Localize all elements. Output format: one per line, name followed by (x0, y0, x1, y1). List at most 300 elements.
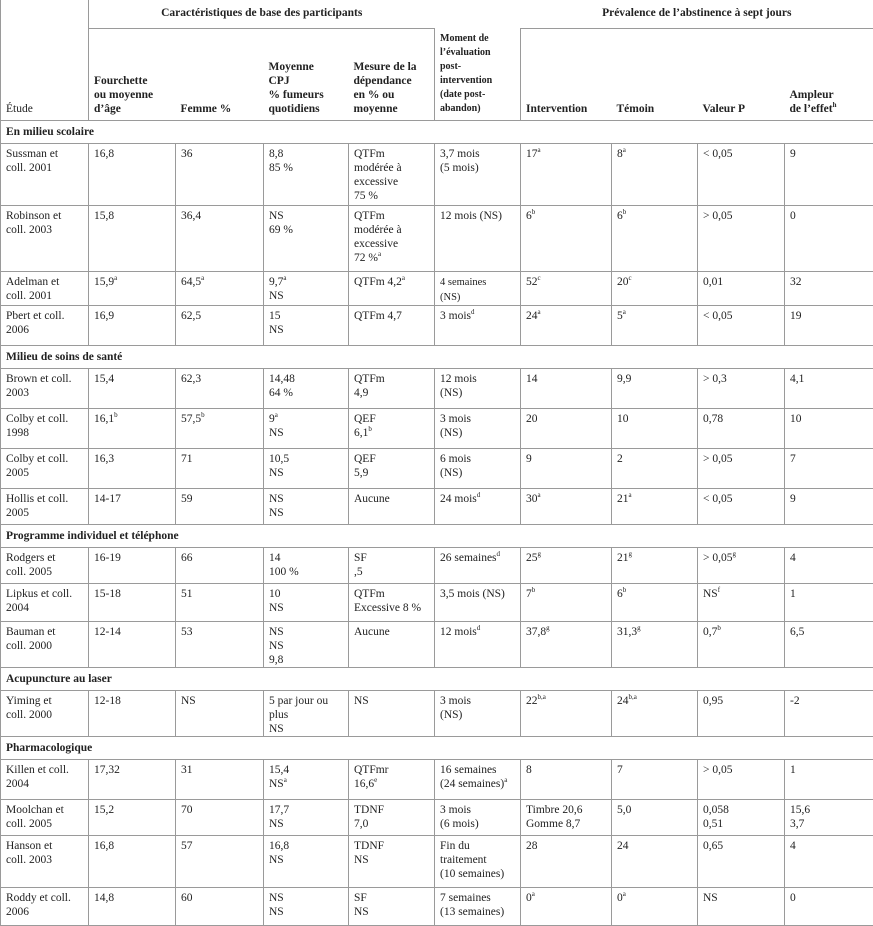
timing-text: 4 semaines (NS) (440, 277, 486, 303)
age-text: 15,4 (94, 373, 114, 385)
age-cell (89, 488, 176, 524)
effect-cell (785, 887, 873, 925)
age-text: 16,8 (94, 148, 114, 160)
female-cell (176, 621, 264, 667)
age-cell (89, 448, 176, 488)
cpj-text: 8,8 85 % (269, 148, 293, 174)
intervention-text: 0 (526, 892, 532, 904)
section-row (1, 345, 873, 368)
pvalue-cell (698, 368, 785, 408)
control-footnote: a (623, 308, 626, 316)
dependence-text: Aucune (354, 493, 390, 505)
section-row (1, 667, 873, 690)
dependence-cell (349, 621, 435, 667)
intervention-cell (521, 621, 612, 667)
cpj-text-2: NS (269, 778, 284, 790)
control-text: 21 (617, 552, 629, 564)
table-row (1, 887, 873, 925)
timing-text: 3 mois (NS) (440, 695, 471, 721)
age-footnote: a (114, 274, 117, 282)
study-cell (1, 583, 89, 621)
intervention-text: 28 (526, 840, 538, 852)
effect-cell (785, 621, 873, 667)
age-text: 14-17 (94, 493, 121, 505)
section-row (1, 524, 873, 547)
study-cell (1, 205, 89, 271)
cpj-cell (264, 143, 349, 205)
intervention-cell (521, 583, 612, 621)
age-cell (89, 408, 176, 448)
table-row (1, 448, 873, 488)
effect-text: 19 (790, 310, 802, 322)
dependence-text: QTFm 4,2 (354, 276, 402, 288)
study-cell (1, 143, 89, 205)
table-row (1, 408, 873, 448)
control-text: 5,0 (617, 804, 631, 816)
effect-text: 0 (790, 210, 796, 222)
timing-footnote: d (477, 491, 481, 499)
female-cell (176, 143, 264, 205)
pvalue-cell (698, 547, 785, 583)
timing-text: 12 mois (NS) (440, 210, 502, 222)
timing-footnote: d (477, 624, 481, 632)
control-footnote: g (637, 624, 641, 632)
control-text: 31,3 (617, 626, 637, 638)
female-text: 51 (181, 588, 193, 600)
pvalue-cell (698, 408, 785, 448)
cpj-cell (264, 488, 349, 524)
cpj-cell (264, 368, 349, 408)
cpj-text: 9,7 (269, 276, 283, 288)
pvalue-text: < 0,05 (703, 310, 733, 322)
dependence-footnote: a (402, 274, 405, 282)
female-cell (176, 368, 264, 408)
dependence-footnote: a (378, 250, 381, 258)
pvalue-text: < 0,05 (703, 493, 733, 505)
timing-cell (435, 448, 521, 488)
effect-cell (785, 143, 873, 205)
pvalue-text: > 0,05 (703, 552, 733, 564)
dependence-text: NS (354, 695, 369, 707)
dependence-cell (349, 835, 435, 887)
cpj-cell (264, 305, 349, 345)
study-cell (1, 887, 89, 925)
female-cell (176, 835, 264, 887)
female-cell (176, 583, 264, 621)
female-cell (176, 759, 264, 799)
intervention-footnote: a (532, 890, 535, 898)
control-cell (612, 143, 698, 205)
control-cell (612, 305, 698, 345)
control-text: 8 (617, 148, 623, 160)
dependence-cell (349, 583, 435, 621)
pvalue-cell (698, 690, 785, 736)
table-row (1, 368, 873, 408)
timing-cell (435, 835, 521, 887)
age-text: 16-19 (94, 552, 121, 564)
timing-cell (435, 547, 521, 583)
dependence-text: QEF 5,9 (354, 453, 376, 479)
col-pvalue-header: Valeur P (698, 29, 785, 121)
intervention-text: 7 (526, 588, 532, 600)
cpj-cell (264, 690, 349, 736)
table-body (1, 120, 873, 925)
dependence-cell (349, 205, 435, 271)
female-text: 57,5 (181, 413, 201, 425)
intervention-text: 14 (526, 373, 538, 385)
timing-text: 24 mois (440, 493, 477, 505)
study-text: Moolchan et coll. 2005 (6, 804, 64, 830)
cpj-text: 10,5 NS (269, 453, 289, 479)
control-cell (612, 887, 698, 925)
intervention-text: 37,8 (526, 626, 546, 638)
intervention-footnote: a (538, 491, 541, 499)
timing-cell (435, 621, 521, 667)
intervention-footnote: g (546, 624, 550, 632)
age-text: 12-18 (94, 695, 121, 707)
effect-text: -2 (790, 695, 800, 707)
header-group-row (1, 0, 873, 29)
effect-cell (785, 547, 873, 583)
intervention-text: 9 (526, 453, 532, 465)
female-text: 62,3 (181, 373, 201, 385)
effect-text: 10 (790, 413, 802, 425)
cpj-text: 14 100 % (269, 552, 299, 578)
control-text: 24 (617, 695, 629, 707)
col-intervention-header: Intervention (521, 29, 612, 121)
dependence-text: QTFm modérée à excessive 75 % (354, 148, 402, 202)
dependence-cell (349, 271, 435, 305)
control-cell (612, 621, 698, 667)
timing-cell (435, 488, 521, 524)
study-text: Roddy et coll. 2006 (6, 892, 71, 918)
effect-cell (785, 408, 873, 448)
study-text: Colby et coll. 1998 (6, 413, 68, 439)
section-title: Acupuncture au laser (1, 667, 873, 690)
age-text: 16,1 (94, 413, 114, 425)
effect-text: 9 (790, 493, 796, 505)
cpj-cell (264, 621, 349, 667)
control-text: 20 (617, 276, 629, 288)
cpj-text: 14,48 64 % (269, 373, 295, 399)
effect-text: 1 (790, 764, 796, 776)
control-text: 7 (617, 764, 623, 776)
intervention-text: 6 (526, 210, 532, 222)
section-row (1, 736, 873, 759)
pvalue-text: NS (703, 892, 718, 904)
female-cell (176, 488, 264, 524)
control-cell (612, 408, 698, 448)
effect-text: 15,6 3,7 (790, 804, 810, 830)
timing-cell (435, 205, 521, 271)
dependence-text-2: 16,6 (354, 778, 374, 790)
age-cell (89, 799, 176, 835)
table-row (1, 143, 873, 205)
intervention-text: 25 (526, 552, 538, 564)
pvalue-text: > 0,3 (703, 373, 727, 385)
cpj-cell (264, 583, 349, 621)
control-footnote: a (623, 890, 626, 898)
dependence-cell (349, 547, 435, 583)
intervention-text: Timbre 20,6 Gomme 8,7 (526, 804, 582, 830)
group-baseline-header: Caractéristiques de base des participants (89, 0, 435, 29)
pvalue-text: 0,058 0,51 (703, 804, 729, 830)
dependence-cell (349, 448, 435, 488)
study-cell (1, 305, 89, 345)
cpj-cell (264, 759, 349, 799)
intervention-cell (521, 408, 612, 448)
dependence-text: QTFmr (354, 764, 389, 776)
intervention-text: 22 (526, 695, 538, 707)
age-text: 17,32 (94, 764, 120, 776)
timing-text: 3 mois (440, 310, 471, 322)
dependence-text: QTFm Excessive 8 % (354, 588, 421, 614)
effect-text: 4 (790, 552, 796, 564)
study-text: Brown et coll. 2003 (6, 373, 71, 399)
effect-cell (785, 448, 873, 488)
age-cell (89, 547, 176, 583)
cpj-text: 10 NS (269, 588, 284, 614)
effect-cell (785, 271, 873, 305)
age-cell (89, 271, 176, 305)
dependence-cell (349, 799, 435, 835)
female-cell (176, 205, 264, 271)
study-text: Sussman et coll. 2001 (6, 148, 58, 174)
control-text: 10 (617, 413, 629, 425)
control-cell (612, 759, 698, 799)
pvalue-cell (698, 205, 785, 271)
timing-cell (435, 583, 521, 621)
dependence-cell (349, 759, 435, 799)
cpj-footnote: a (275, 411, 278, 419)
effect-text: 4 (790, 840, 796, 852)
pvalue-cell (698, 305, 785, 345)
effect-cell (785, 759, 873, 799)
effect-cell (785, 799, 873, 835)
female-text: 70 (181, 804, 193, 816)
table-row (1, 305, 873, 345)
pvalue-text: NS (703, 588, 718, 600)
cpj-footnote-2: a (284, 776, 287, 784)
table-row (1, 488, 873, 524)
control-footnote: b (623, 586, 627, 594)
cpj-text: NS NS (269, 892, 284, 918)
female-text: 53 (181, 626, 193, 638)
study-cell (1, 835, 89, 887)
control-text: 21 (617, 493, 629, 505)
cpj-footnote: a (283, 274, 286, 282)
timing-text: 12 mois (440, 626, 477, 638)
intervention-text: 30 (526, 493, 538, 505)
cpj-text: 5 par jour ou plus NS (269, 695, 328, 735)
timing-text: 3 mois (6 mois) (440, 804, 479, 830)
study-text: Rodgers et coll. 2005 (6, 552, 56, 578)
study-text: Hollis et coll. 2005 (6, 493, 68, 519)
intervention-footnote: a (538, 146, 541, 154)
effect-text: 1 (790, 588, 796, 600)
dependence-text: QTFm 4,9 (354, 373, 385, 399)
study-cell (1, 408, 89, 448)
female-cell (176, 408, 264, 448)
control-cell (612, 368, 698, 408)
female-text: 36 (181, 148, 193, 160)
female-text: 31 (181, 764, 193, 776)
effect-cell (785, 305, 873, 345)
col-female-header: Femme % (176, 29, 264, 121)
timing-cell (435, 271, 521, 305)
study-cell (1, 368, 89, 408)
intervention-text: 17 (526, 148, 538, 160)
intervention-cell (521, 759, 612, 799)
study-cell (1, 547, 89, 583)
age-text: 15,9 (94, 276, 114, 288)
pvalue-text: > 0,05 (703, 210, 733, 222)
age-cell (89, 205, 176, 271)
pvalue-cell (698, 887, 785, 925)
study-text: Colby et coll. 2005 (6, 453, 68, 479)
female-text: 36,4 (181, 210, 201, 222)
section-title: Pharmacologique (1, 736, 873, 759)
timing-text: 7 semaines (13 semaines) (440, 892, 504, 918)
timing-cell (435, 368, 521, 408)
cpj-text: NS NS 9,8 (269, 626, 284, 666)
control-text: 6 (617, 588, 623, 600)
timing-cell (435, 759, 521, 799)
female-cell (176, 799, 264, 835)
col-dependence-header: Mesure de la dépendance en % ou moyenne (349, 29, 435, 121)
study-text: Lipkus et coll. 2004 (6, 588, 72, 614)
dependence-footnote-2: e (374, 776, 377, 784)
study-text: Pbert et coll. 2006 (6, 310, 64, 336)
dependence-cell (349, 143, 435, 205)
control-footnote: c (629, 274, 632, 282)
table-row (1, 799, 873, 835)
study-cell (1, 621, 89, 667)
intervention-footnote: b,a (538, 693, 546, 701)
control-cell (612, 547, 698, 583)
dependence-cell (349, 408, 435, 448)
pvalue-footnote: f (718, 586, 720, 594)
control-cell (612, 583, 698, 621)
age-text: 16,9 (94, 310, 114, 322)
pvalue-cell (698, 143, 785, 205)
effect-text: 4,1 (790, 373, 804, 385)
effect-text: 32 (790, 276, 802, 288)
cpj-text-2: NS (269, 290, 284, 302)
col-timing-header: Moment de l’évaluation post- intervention (date post- abandon) (435, 29, 521, 121)
effect-text: 7 (790, 453, 796, 465)
timing-cell (435, 799, 521, 835)
cpj-text: NS 69 % (269, 210, 293, 236)
age-text: 14,8 (94, 892, 114, 904)
dependence-cell (349, 887, 435, 925)
age-cell (89, 690, 176, 736)
female-text: 57 (181, 840, 193, 852)
timing-text: 6 mois (NS) (440, 453, 471, 479)
intervention-cell (521, 799, 612, 835)
control-footnote: a (623, 146, 626, 154)
control-text: 2 (617, 453, 623, 465)
table-row (1, 583, 873, 621)
age-cell (89, 621, 176, 667)
cpj-text: 17,7 NS (269, 804, 289, 830)
study-text: Robinson et coll. 2003 (6, 210, 61, 236)
cpj-text: 15 NS (269, 310, 284, 336)
dependence-text: SF NS (354, 892, 369, 918)
pvalue-text: > 0,05 (703, 453, 733, 465)
study-cell (1, 799, 89, 835)
pvalue-cell (698, 271, 785, 305)
dependence-footnote-2: b (368, 425, 372, 433)
pvalue-cell (698, 835, 785, 887)
study-cell (1, 271, 89, 305)
col-cpj-header: Moyenne CPJ % fumeurs quotidiens (264, 29, 349, 121)
control-text: 9,9 (617, 373, 631, 385)
timing-footnote: d (497, 550, 501, 558)
dependence-text: QTFm modérée à excessive 72 % (354, 210, 402, 264)
female-text: NS (181, 695, 196, 707)
intervention-cell (521, 271, 612, 305)
effect-cell (785, 488, 873, 524)
female-cell (176, 547, 264, 583)
age-cell (89, 143, 176, 205)
age-cell (89, 759, 176, 799)
pvalue-cell (698, 799, 785, 835)
table-row (1, 621, 873, 667)
col-age-header: Fourchette ou moyenne d’âge (89, 29, 176, 121)
intervention-cell (521, 368, 612, 408)
effect-cell (785, 368, 873, 408)
dependence-text: TDNF NS (354, 840, 384, 866)
timing-text: Fin du traitement (10 semaines) (440, 840, 504, 880)
header-column-row (1, 29, 873, 121)
section-title: Programme individuel et téléphone (1, 524, 873, 547)
study-text: Yiming et coll. 2000 (6, 695, 52, 721)
intervention-text: 52 (526, 276, 538, 288)
control-text: 5 (617, 310, 623, 322)
age-cell (89, 835, 176, 887)
intervention-cell (521, 690, 612, 736)
timing-cell (435, 690, 521, 736)
intervention-footnote: a (538, 308, 541, 316)
timing-text: 3,5 mois (NS) (440, 588, 505, 600)
study-text: Bauman et coll. 2000 (6, 626, 56, 652)
cpj-text: 15,4 (269, 764, 289, 776)
age-text: 16,8 (94, 840, 114, 852)
dependence-cell (349, 305, 435, 345)
pvalue-cell (698, 448, 785, 488)
timing-text: 3 mois (NS) (440, 413, 471, 439)
cpj-cell (264, 271, 349, 305)
cpj-cell (264, 887, 349, 925)
control-cell (612, 690, 698, 736)
table-row (1, 759, 873, 799)
control-cell (612, 835, 698, 887)
effect-text: 0 (790, 892, 796, 904)
cpj-text-2: NS (269, 427, 284, 439)
cpj-cell (264, 547, 349, 583)
intervention-footnote: g (538, 550, 542, 558)
intervention-cell (521, 448, 612, 488)
control-cell (612, 488, 698, 524)
effect-cell (785, 690, 873, 736)
pvalue-text: 0,65 (703, 840, 723, 852)
female-footnote: a (201, 274, 204, 282)
effect-text: 6,5 (790, 626, 804, 638)
age-text: 15-18 (94, 588, 121, 600)
col-study-header: Étude (1, 29, 89, 121)
female-text: 62,5 (181, 310, 201, 322)
